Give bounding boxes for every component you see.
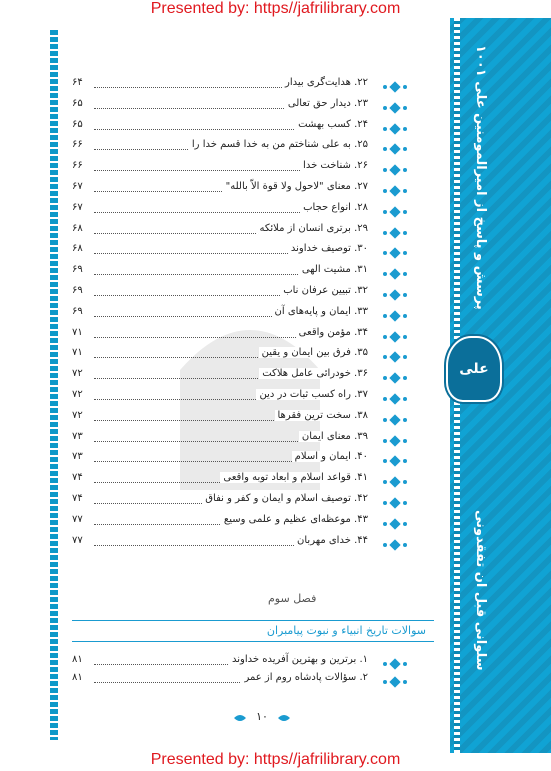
toc-entry-title: ۲۶. شناخت خدا	[300, 160, 368, 171]
toc-entry-page: ۶۹	[72, 284, 83, 296]
toc-entry-page: ۷۴	[72, 472, 83, 484]
toc-entry-page: ۸۱	[72, 654, 83, 665]
left-decorative-strip	[50, 30, 58, 740]
toc-entry[interactable]	[72, 137, 412, 158]
bullet-ornament-icon	[382, 244, 408, 256]
bullet-ornament-icon	[382, 369, 408, 381]
bullet-ornament-icon	[382, 203, 408, 215]
toc-entry-page: ۶۶	[72, 139, 83, 151]
toc-entry-title: ۳۲. تبیین عرفان ناب	[280, 285, 368, 296]
bullet-ornament-icon	[382, 494, 408, 506]
toc-entry-page: ۶۸	[72, 222, 83, 234]
toc-entry-page: ۷۳	[72, 430, 83, 442]
toc-entry-page: ۷۷	[72, 534, 83, 546]
toc-entry-title: ۴۳. موعظه‌ای عظیم و علمی وسیع	[221, 514, 368, 525]
toc-entry-page: ۷۱	[72, 347, 83, 359]
bullet-ornament-icon	[382, 328, 408, 340]
bullet-ornament-icon	[382, 390, 408, 402]
bullet-ornament-icon	[382, 265, 408, 277]
toc-entry-page: ۸۱	[72, 672, 83, 683]
toc-entry-page: ۶۸	[72, 243, 83, 255]
toc-entry-page: ۷۷	[72, 513, 83, 525]
bullet-ornament-icon	[382, 140, 408, 152]
toc-entry[interactable]	[72, 75, 412, 96]
toc-entry-title: ۲. سؤالات پادشاه روم از عمر	[241, 672, 368, 683]
bullet-ornament-icon	[382, 224, 408, 236]
toc-entry[interactable]	[72, 221, 412, 242]
toc-entry[interactable]	[72, 429, 412, 450]
toc-entry[interactable]	[72, 241, 412, 262]
toc-entry-page: ۶۹	[72, 305, 83, 317]
toc-entry[interactable]	[72, 408, 412, 429]
toc-entry-page: ۶۹	[72, 264, 83, 276]
toc-entry[interactable]	[72, 652, 412, 670]
page-number	[232, 710, 292, 726]
toc-entry-title: ۳۰. توصیف خداوند	[288, 243, 368, 254]
bullet-ornament-icon	[382, 452, 408, 464]
toc-entry[interactable]	[72, 387, 412, 408]
page-number-text: ۱۰	[256, 710, 268, 723]
chapter-label: فصل سوم	[268, 592, 317, 605]
toc-entry[interactable]	[72, 96, 412, 117]
bullet-ornament-icon	[382, 473, 408, 485]
bullet-ornament-icon	[382, 411, 408, 423]
toc-entry-title: ۲۴. کسب بهشت	[295, 119, 368, 130]
series-subtitle: سلوانی قبل ان تفقدونی	[473, 510, 488, 671]
toc-list-chapter3	[72, 652, 412, 688]
chapter-title: سوالات تاریخ انبیاء و نبوت پیامبران	[266, 624, 426, 637]
toc-entry[interactable]	[72, 304, 412, 325]
toc-entry-page: ۶۵	[72, 118, 83, 130]
toc-entry[interactable]	[72, 179, 412, 200]
bullet-ornament-icon	[382, 286, 408, 298]
toc-entry-page: ۷۲	[72, 368, 83, 380]
toc-entry-title: ۲۲. هدایت‌گری بیدار	[282, 77, 368, 88]
toc-entry-page: ۷۴	[72, 492, 83, 504]
bullet-ornament-icon	[382, 99, 408, 111]
bullet-ornament-icon	[382, 78, 408, 90]
toc-list	[72, 75, 412, 553]
toc-entry-page: ۷۱	[72, 326, 83, 338]
header-banner: Presented by: https//jafrilibrary.com	[150, 0, 401, 17]
toc-entry-page: ۷۲	[72, 409, 83, 421]
toc-entry[interactable]	[72, 325, 412, 346]
logo-medallion: علی	[446, 336, 502, 402]
toc-entry[interactable]	[72, 449, 412, 470]
toc-entry-title: ۳۵. فرق بین ایمان و یقین	[259, 347, 368, 358]
bullet-ornament-icon	[382, 348, 408, 360]
toc-entry[interactable]	[72, 533, 412, 554]
toc-entry[interactable]	[72, 512, 412, 533]
toc-entry-title: ۲۵. به علی شناختم من به خدا قسم خدا را	[189, 139, 368, 150]
footer-banner: Presented by: https//jafrilibrary.com	[150, 751, 401, 768]
bullet-ornament-icon	[382, 120, 408, 132]
toc-entry[interactable]	[72, 470, 412, 491]
series-title: ۱۰۰۱ پرسش و پاسخ از امیرالمومنین علی	[473, 45, 488, 310]
toc-entry-page: ۶۶	[72, 160, 83, 172]
chapter-heading-box	[72, 620, 434, 642]
bullet-ornament-icon	[382, 536, 408, 548]
toc-entry-title: ۴۲. توصیف اسلام و ایمان و کفر و نفاق	[202, 493, 368, 504]
toc-entry[interactable]	[72, 262, 412, 283]
bullet-ornament-icon	[382, 182, 408, 194]
toc-entry-title: ۳۹. معنای ایمان	[299, 431, 368, 442]
toc-entry-title: ۳۱. مشیت الهی	[299, 264, 368, 275]
bullet-ornament-icon	[382, 307, 408, 319]
bullet-ornament-icon	[382, 655, 408, 667]
toc-entry-title: ۱. برترین و بهترین آفریده خداوند	[229, 654, 368, 665]
toc-entry[interactable]	[72, 158, 412, 179]
toc-entry-page: ۶۷	[72, 201, 83, 213]
bullet-ornament-icon	[382, 673, 408, 685]
toc-entry-title: ۴۱. قواعد اسلام و ابعاد توبه واقعی	[220, 472, 368, 483]
toc-entry-title: ۴۴. خدای مهربان	[294, 535, 368, 546]
toc-entry-title: ۳۶. خودرائی عامل هلاکت	[259, 368, 368, 379]
toc-entry[interactable]	[72, 117, 412, 138]
bullet-ornament-icon	[382, 515, 408, 527]
toc-entry-page: ۷۳	[72, 451, 83, 463]
toc-entry-title: ۳۷. راه کسب ثبات در دین	[256, 389, 368, 400]
toc-entry-title: ۳۸. سخت ترین فقرها	[275, 410, 369, 421]
toc-entry[interactable]	[72, 670, 412, 688]
toc-entry-page: ۶۷	[72, 180, 83, 192]
toc-entry-title: ۲۷. معنای "لاحول ولا قوة الاّ بالله"	[223, 181, 368, 192]
toc-entry-title: ۲۳. دیدار حق تعالی	[285, 98, 368, 109]
toc-entry-page: ۶۴	[72, 77, 83, 88]
toc-entry-title: ۲۸. انواع حجاب	[300, 202, 368, 213]
bullet-ornament-icon	[382, 432, 408, 444]
toc-entry-title: ۲۹. برتری انسان از ملائکه	[256, 223, 368, 234]
toc-entry-title: ۳۴. مؤمن واقعی	[296, 327, 368, 338]
toc-entry-title: ۳۳. ایمان و پایه‌های آن	[272, 306, 368, 317]
toc-entry-page: ۷۲	[72, 388, 83, 400]
toc-entry[interactable]	[72, 366, 412, 387]
bullet-ornament-icon	[382, 161, 408, 173]
toc-entry[interactable]	[72, 283, 412, 304]
toc-entry-title: ۴۰. ایمان و اسلام	[292, 451, 368, 462]
toc-entry[interactable]	[72, 345, 412, 366]
toc-entry[interactable]	[72, 491, 412, 512]
toc-entry-page: ۶۵	[72, 97, 83, 109]
toc-entry[interactable]	[72, 200, 412, 221]
